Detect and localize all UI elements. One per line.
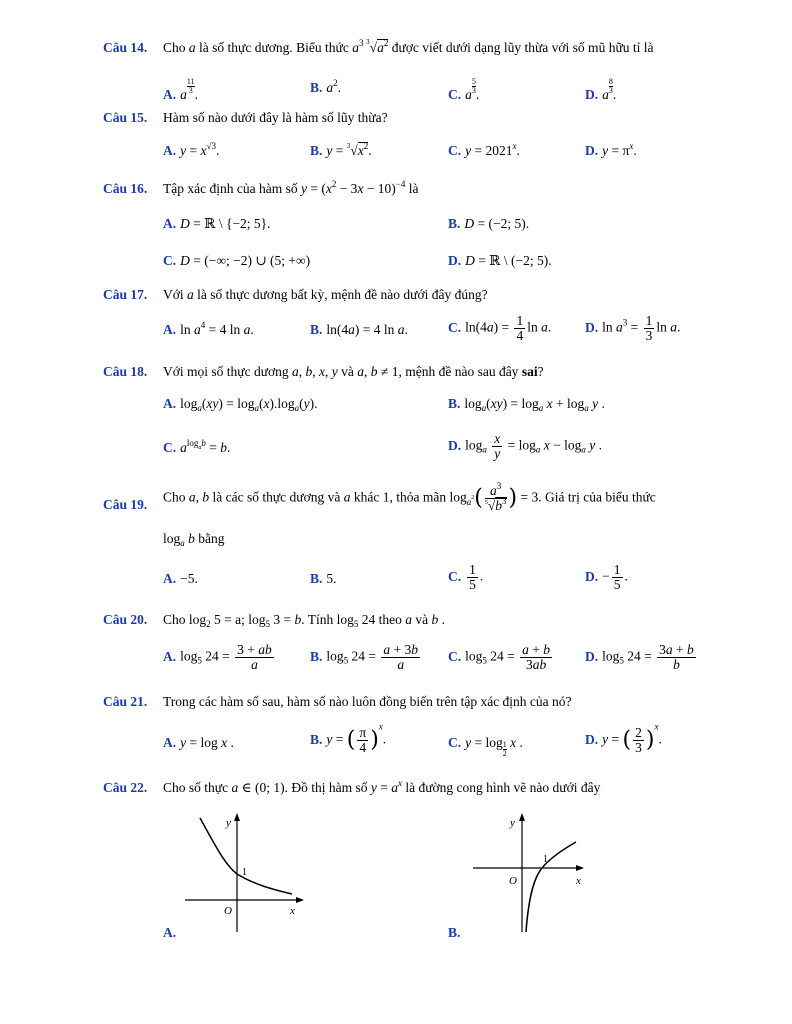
one-label: 1 xyxy=(242,867,247,878)
option-18B[interactable]: B. $\log_a(xy) = \log_a x + \log_a y$ . xyxy=(448,396,605,413)
option-20D[interactable]: D. $\log_5 24$ = $\frac{3a + b}{b}$ xyxy=(585,642,694,672)
question-19-text: Cho a, b là các số thực dương và a khác 1, thỏa mãn $\log_{a^2}$( $\frac{a^3}{^5√b^3}$ ) = 3. Giá trị của biểu thức xyxy=(163,481,656,513)
question-17: Câu 17. xyxy=(103,287,148,302)
option-21A[interactable]: A. y = log x . xyxy=(163,735,234,750)
option-18C[interactable]: C. $a^{log_ab} = b$. xyxy=(163,438,231,455)
question-label: Câu 14. xyxy=(103,40,148,55)
x-axis-label: x xyxy=(576,875,581,887)
question-20: Câu 20. xyxy=(103,612,148,627)
question-22: Câu 22. xyxy=(103,780,148,795)
y-axis-label: y xyxy=(226,817,231,829)
question-20-text: Cho $\log_2 5 = a$; $\log_5 3 = b$. Tính $\log_5 24$ theo a và b . xyxy=(163,612,446,629)
question-21-text: Trong các hàm số sau, hàm số nào luôn đồng biến trên tập xác định của nó? xyxy=(163,694,572,709)
origin-label: O xyxy=(224,905,232,917)
y-axis-label: y xyxy=(510,817,515,829)
question-16-text: Tập xác định của hàm số $y = (x^2 - 3x - 10)^{-4}$ là xyxy=(163,179,419,196)
option-15A[interactable]: A. $y = x^{√3}$. xyxy=(163,141,220,158)
question-16: Câu 16. xyxy=(103,181,148,196)
option-20C[interactable]: C. $\log_5 24$ = $\frac{a + b}{3ab}$ xyxy=(448,642,551,672)
option-19A[interactable]: A. −5. xyxy=(163,571,198,586)
option-16A[interactable]: A. D = ℝ \ {−2; 5}. xyxy=(163,216,271,231)
option-22A[interactable]: A. xyxy=(163,925,177,940)
option-21C[interactable]: C. y = log $_{\frac{1}{2}}$ x . xyxy=(448,735,523,758)
question-15: Câu 15. xyxy=(103,110,148,125)
option-21D[interactable]: D. y = ( $\frac{2}{3}$ )$^x$. xyxy=(585,721,662,755)
option-19B[interactable]: B. 5. xyxy=(310,571,337,586)
option-19C[interactable]: C. $\frac{1}{5}$ . xyxy=(448,562,484,592)
option-14B[interactable]: B. $a^2$. xyxy=(310,78,342,95)
question-17-text: Với a là số thực dương bất kỳ, mệnh đề nào dưới đây đúng? xyxy=(163,287,488,302)
x-axis-label: x xyxy=(290,905,295,917)
option-17C[interactable]: C. ln(4a) = $\frac{1}{4}$ ln a. xyxy=(448,313,552,343)
option-17D[interactable]: D. $\ln a^3$ = $\frac{1}{3}$ ln a. xyxy=(585,313,681,343)
question-18: Câu 18. xyxy=(103,364,148,379)
question-14 xyxy=(103,40,147,56)
option-14C[interactable]: C. a $\frac{5}{3}$ . xyxy=(448,77,480,102)
question-18-text: Với mọi số thực dương a, b, x, y và a, b ≠ 1, mệnh đề nào sau đây sai? xyxy=(163,364,544,379)
option-19D[interactable]: D. − $\frac{1}{5}$ . xyxy=(585,562,628,592)
option-16B[interactable]: B. D = (−2; 5). xyxy=(448,216,530,231)
option-16C[interactable]: C. D = (−∞; −2) ∪ (5; +∞) xyxy=(163,253,311,268)
option-21B[interactable]: B. y = ( $\frac{\pi}{4}$ )$^x$. xyxy=(310,721,387,755)
option-15D[interactable]: D. $y = \pi^x$. xyxy=(585,141,637,158)
option-20B[interactable]: B. $\log_5 24$ = $\frac{a + 3b}{a}$ xyxy=(310,642,419,672)
question-14-text: Cho a là số thực dương. Biểu thức $a^3$ $^3√a^2$ được viết dưới dạng lũy thừa với số mũ hữu tỉ là xyxy=(163,38,654,55)
option-18D[interactable]: D. $\log_a$ $\frac{x}{y}$ = $\log_a x - \log_a y$ . xyxy=(448,431,603,461)
graph-a xyxy=(180,810,310,935)
question-19-text-line2: $\log_a b$ bằng xyxy=(163,531,225,548)
option-20A[interactable]: A. $\log_5 24$ = $\frac{3 + ab}{a}$ xyxy=(163,642,272,672)
question-22-text: Cho số thực a ∈ (0; 1). Đồ thị hàm số $y = a^x$ là đường cong hình vẽ nào dưới đây xyxy=(163,778,601,795)
option-17B[interactable]: B. ln(4a) = 4 ln a. xyxy=(310,322,408,337)
option-16D[interactable]: D. D = ℝ \ (−2; 5). xyxy=(448,253,552,268)
option-22B[interactable]: B. xyxy=(448,925,461,940)
question-15-text: Hàm số nào dưới đây là hàm số lũy thừa? xyxy=(163,110,388,125)
one-label: 1 xyxy=(543,854,548,865)
question-19: Câu 19. xyxy=(103,497,148,512)
graph-b xyxy=(470,810,600,935)
option-18A[interactable]: A. $\log_a(xy) = \log_a(x).\log_a(y)$. xyxy=(163,396,318,413)
option-14A[interactable]: A. a $\frac{11}{3}$ . xyxy=(163,77,198,102)
question-21: Câu 21. xyxy=(103,694,148,709)
option-15B[interactable]: B. $y = ^3√x^2$. xyxy=(310,141,372,158)
option-15C[interactable]: C. $y = 2021^x$. xyxy=(448,141,520,158)
option-14D[interactable]: D. a $\frac{8}{3}$ . xyxy=(585,77,617,102)
option-17A[interactable]: A. $\ln a^4 = 4$ ln a. xyxy=(163,320,254,337)
origin-label: O xyxy=(509,875,517,887)
